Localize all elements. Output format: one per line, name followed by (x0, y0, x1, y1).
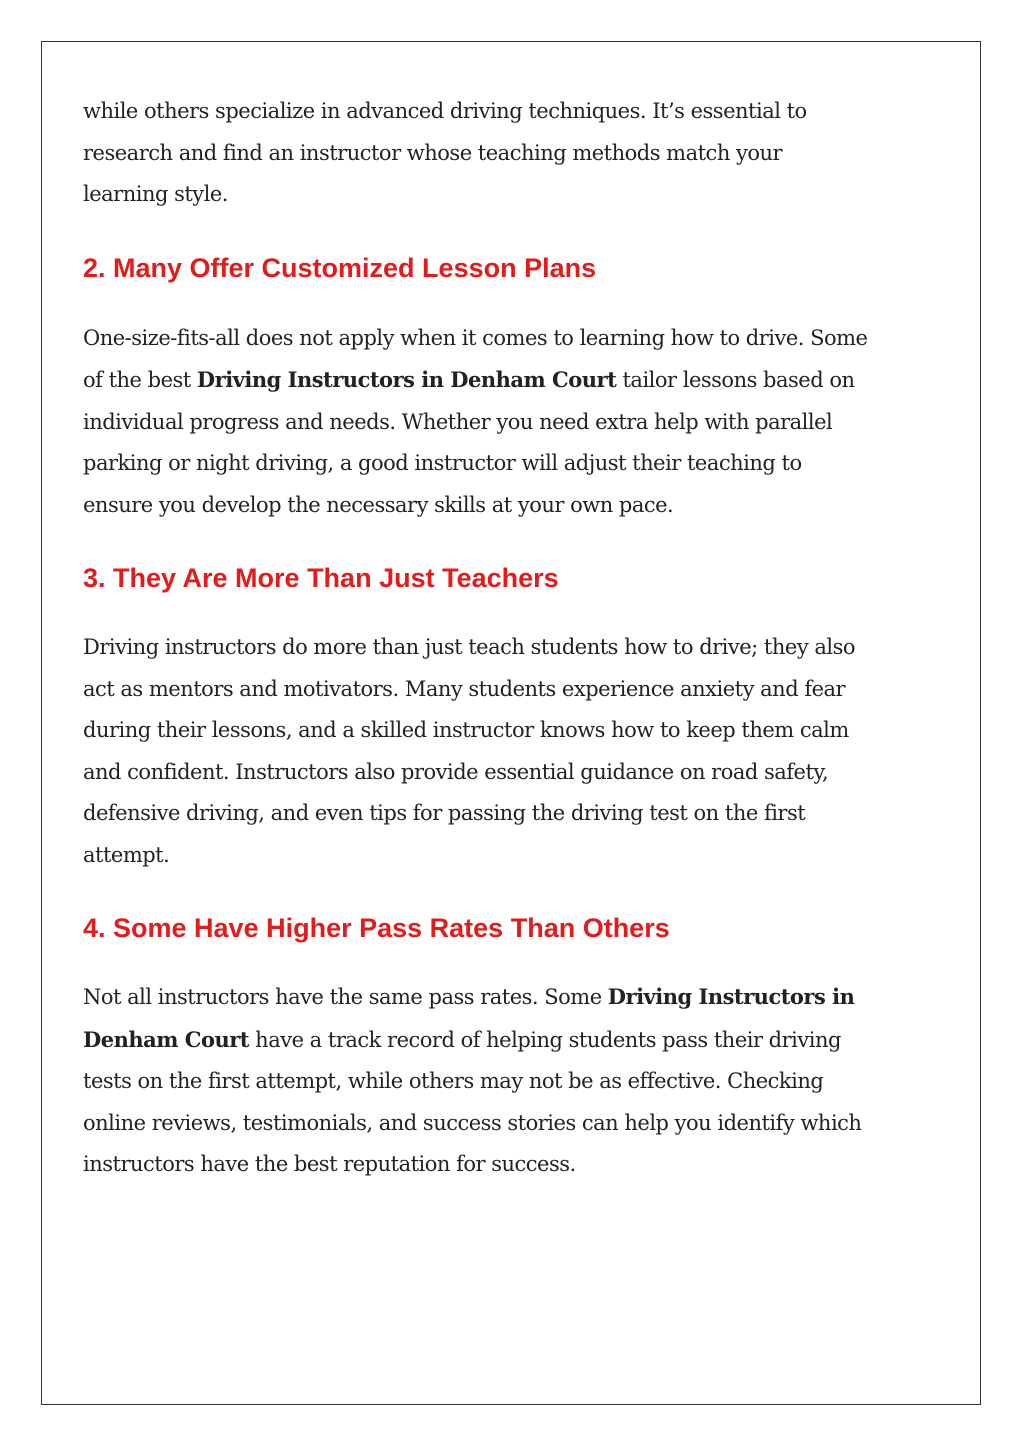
section-paragraph-more-than-teachers (83, 627, 873, 876)
bold-keyword: Driving Instructors in Denham Court (196, 367, 617, 392)
section-heading-pass-rates: 4. Some Have Higher Pass Rates Than Others (83, 913, 670, 943)
text-run: Not all instructors have the same pass rates. Some (83, 985, 608, 1009)
text-run: Driving instructors do more than just teach students how to drive; they also act as mentors and motivators. Many students experience anxiety and fear during their lessons, and a skilled instructor knows how to keep them calm and confident. Instructors also provide essential guidance on road safety, defensive driving, and even tips for passing the driving test on the first attempt. (83, 635, 856, 867)
text-run: One-size-fits-all does not apply when it comes to learning how to drive. Some of the best (83, 325, 868, 392)
section-paragraph-customized-lessons (83, 318, 873, 527)
intro-paragraph: while others specialize in advanced driving techniques. It’s essential to research and find an instructor whose teaching methods match your learning style. (83, 99, 807, 206)
section-paragraph-pass-rates (83, 976, 873, 1186)
document-content (83, 91, 873, 1186)
text-run: tailor lessons based on individual progress and needs. Whether you need extra help with parallel parking or night driving, a good instructor will adjust their teaching to ensure you develop the necessary skills at your own pace. (83, 368, 855, 517)
section-heading-customized-lessons: 2. Many Offer Customized Lesson Plans (83, 252, 597, 283)
text-run: have a track record of helping students pass their driving tests on the first attempt, while others may not be as effective. Checking online reviews, testimonials, and success stories can help you identify which instructors have the best reputation for success. (83, 1027, 862, 1176)
section-heading-more-than-teachers: 3. They Are More Than Just Teachers (83, 563, 559, 593)
bold-keyword: Driving Instructors in Denham Court (83, 984, 855, 1052)
